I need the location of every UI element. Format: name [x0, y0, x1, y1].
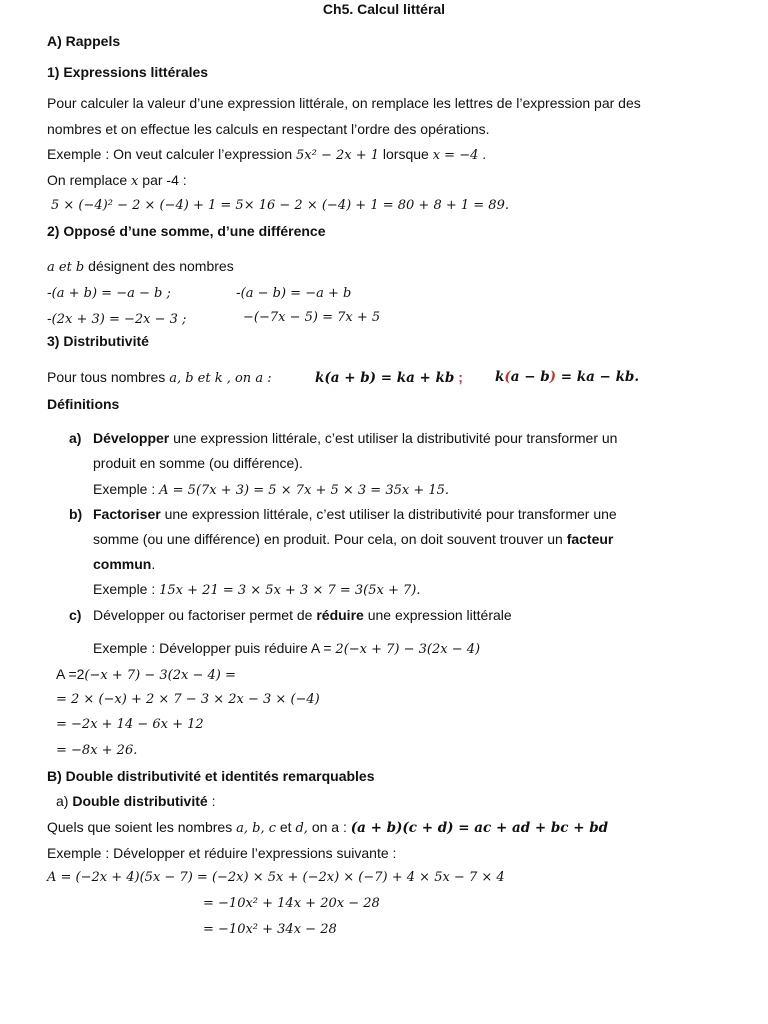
s3-separator: ;	[458, 369, 463, 385]
s2-rule1-right-expr: (a − b) = −a + b	[240, 286, 352, 301]
def-c-example-expr: 2(−x + 7) − 3(2x − 4)	[335, 642, 481, 657]
s3-intro: Pour tous nombres	[47, 369, 166, 385]
s3-intro-line	[47, 368, 272, 388]
section-b-intro	[47, 818, 608, 838]
s3-f2-mid: a − b	[510, 369, 550, 385]
s2-ab-math: a et b	[47, 260, 85, 275]
section-b-et: et	[279, 819, 292, 835]
section-b-vars: a, b, c	[236, 821, 276, 836]
def-b-line2	[93, 530, 613, 548]
s1-example-label: Exemple : On veut calculer l’expression	[47, 146, 293, 162]
s2-rule2-left	[47, 309, 186, 329]
def-b-line3-bold: commun	[93, 556, 152, 572]
section-b-heading: B) Double distributivité et identités remarquables	[47, 768, 375, 784]
def-a-term: Développer	[93, 430, 170, 446]
def-b-line2-bold: facteur	[566, 531, 614, 547]
s2-ab-text: désignent des nombres	[88, 258, 234, 274]
def-b-example-expr: 15x + 21 = 3 × 5x + 3 × 7 = 3(5x + 7).	[159, 583, 421, 598]
s1-example-cond: x = −4	[432, 148, 479, 163]
s3-vars: a, b et k , on a :	[169, 371, 272, 386]
section-b-sub	[56, 792, 215, 810]
dash: -	[47, 310, 52, 326]
s2-rule2-right: −(−7x − 5) = 7x + 5	[243, 310, 381, 325]
def-b-term: Factoriser	[93, 506, 161, 522]
definitions-heading: Définitions	[47, 396, 120, 412]
s1-calculation: 5 × (−4)² − 2 × (−4) + 1 = 5× 16 − 2 × (−4) + 1 = 80 + 8 + 1 = 89.	[51, 198, 509, 213]
s3-f1: k(a + b) = ka + kb	[315, 370, 455, 386]
work-line4: = −8x + 26.	[56, 743, 138, 758]
section-b-sub-marker: a)	[56, 793, 69, 809]
s1-replace-by: par -4 :	[142, 172, 187, 188]
s3-formula-1	[315, 368, 463, 387]
double-distributivity-formula: (a + b)(c + d) = ac + ad + bc + bd	[350, 820, 609, 836]
def-a-example-expr: A = 5(7x + 3) = 5 × 7x + 5 × 3 = 35x + 15.	[159, 483, 450, 498]
section-b-intro-text: Quels que soient les nombres	[47, 819, 233, 835]
def-b-line3-end: .	[151, 556, 156, 572]
s2-ab-line	[47, 257, 234, 277]
s3-f2-open: (	[504, 369, 511, 385]
s1-example-line	[47, 145, 486, 165]
s1-example-expr: 5x² − 2x + 1	[296, 148, 380, 163]
def-c-term: réduire	[316, 607, 364, 623]
s2-rule1-right	[236, 283, 351, 303]
s3-f2-k: k	[495, 369, 505, 385]
s1-para-line1: Pour calculer la valeur d’une expression littérale, on remplace les lettres de l’expression par des	[47, 95, 641, 111]
section-b-line3: = −10x² + 34x − 28	[203, 922, 337, 937]
s2-heading: 2) Opposé d’une somme, d’une différence	[47, 223, 326, 239]
work-line1-label: A =2	[56, 666, 85, 682]
s1-para-line2: nombres et on effectue les calculs en respectant l’ordre des opérations.	[47, 121, 490, 137]
def-a-example	[93, 480, 449, 500]
def-c-text2: une expression littérale	[363, 607, 512, 623]
s1-replace-line	[47, 171, 187, 191]
s1-heading: 1) Expressions littérales	[47, 64, 209, 80]
def-c-example-label: Exemple : Développer puis réduire A =	[93, 640, 332, 656]
def-b-example-label: Exemple :	[93, 581, 156, 597]
work-line2: = 2 × (−x) + 2 × 7 − 3 × 2x − 3 × (−4)	[56, 692, 320, 707]
def-a-example-label: Exemple :	[93, 481, 156, 497]
s3-f2-close: )	[549, 369, 557, 385]
def-c-line1	[93, 606, 512, 624]
def-b-example	[93, 580, 421, 600]
def-a-text: une expression littérale, c’est utiliser la distributivité pour transformer un	[169, 430, 618, 446]
section-b-sub-end: :	[207, 793, 216, 809]
s2-rule1-left-expr: (a + b) = −a − b ;	[51, 286, 171, 301]
def-a-line1	[93, 429, 617, 447]
s1-example-when: lorsque	[382, 146, 429, 162]
section-b-var-d: d,	[295, 821, 308, 836]
def-b-line2-text: somme (ou une différence) en produit. Pour cela, on doit souvent trouver un	[93, 531, 563, 547]
def-c-marker: c)	[69, 607, 82, 623]
s1-replace-var: x	[131, 174, 139, 189]
def-c-text1: Développer ou factoriser permet de	[93, 607, 313, 623]
section-b-on-a: on a :	[311, 819, 347, 835]
page-title: Ch5. Calcul littéral	[322, 1, 446, 17]
section-a-heading: A) Rappels	[47, 33, 121, 49]
def-b-marker: b)	[69, 506, 83, 522]
s1-example-end: .	[482, 146, 487, 162]
work-line1	[56, 665, 236, 685]
section-b-line1: A = (−2x + 4)(5x − 7) = (−2x) × 5x + (−2x) × (−7) + 4 × 5x − 7 × 4	[47, 870, 505, 885]
section-b-example: Exemple : Développer et réduire l’expressions suivante :	[47, 845, 397, 861]
s1-replace-text: On remplace	[47, 172, 128, 188]
def-c-example	[93, 639, 480, 659]
work-line1-expr: (−x + 7) − 3(2x − 4) =	[84, 668, 236, 683]
dash: -	[236, 284, 241, 300]
s2-rule1-left	[47, 283, 171, 303]
def-b-text: une expression littérale, c’est utiliser la distributivité pour transformer une	[160, 506, 617, 522]
def-a-line2: produit en somme (ou différence).	[93, 455, 303, 471]
s2-rule2-left-expr: (2x + 3) = −2x − 3 ;	[51, 312, 187, 327]
section-b-sub-title: Double distributivité	[72, 793, 208, 809]
dash: -	[47, 284, 52, 300]
def-b-line1	[93, 505, 617, 523]
s3-f2-rest: = ka − kb.	[556, 369, 640, 385]
s3-heading: 3) Distributivité	[47, 333, 149, 349]
section-b-line2: = −10x² + 14x + 20x − 28	[203, 896, 380, 911]
s3-formula-2	[495, 368, 639, 386]
def-a-marker: a)	[69, 430, 82, 446]
def-b-line3	[93, 555, 155, 573]
work-line3: = −2x + 14 − 6x + 12	[56, 717, 204, 732]
